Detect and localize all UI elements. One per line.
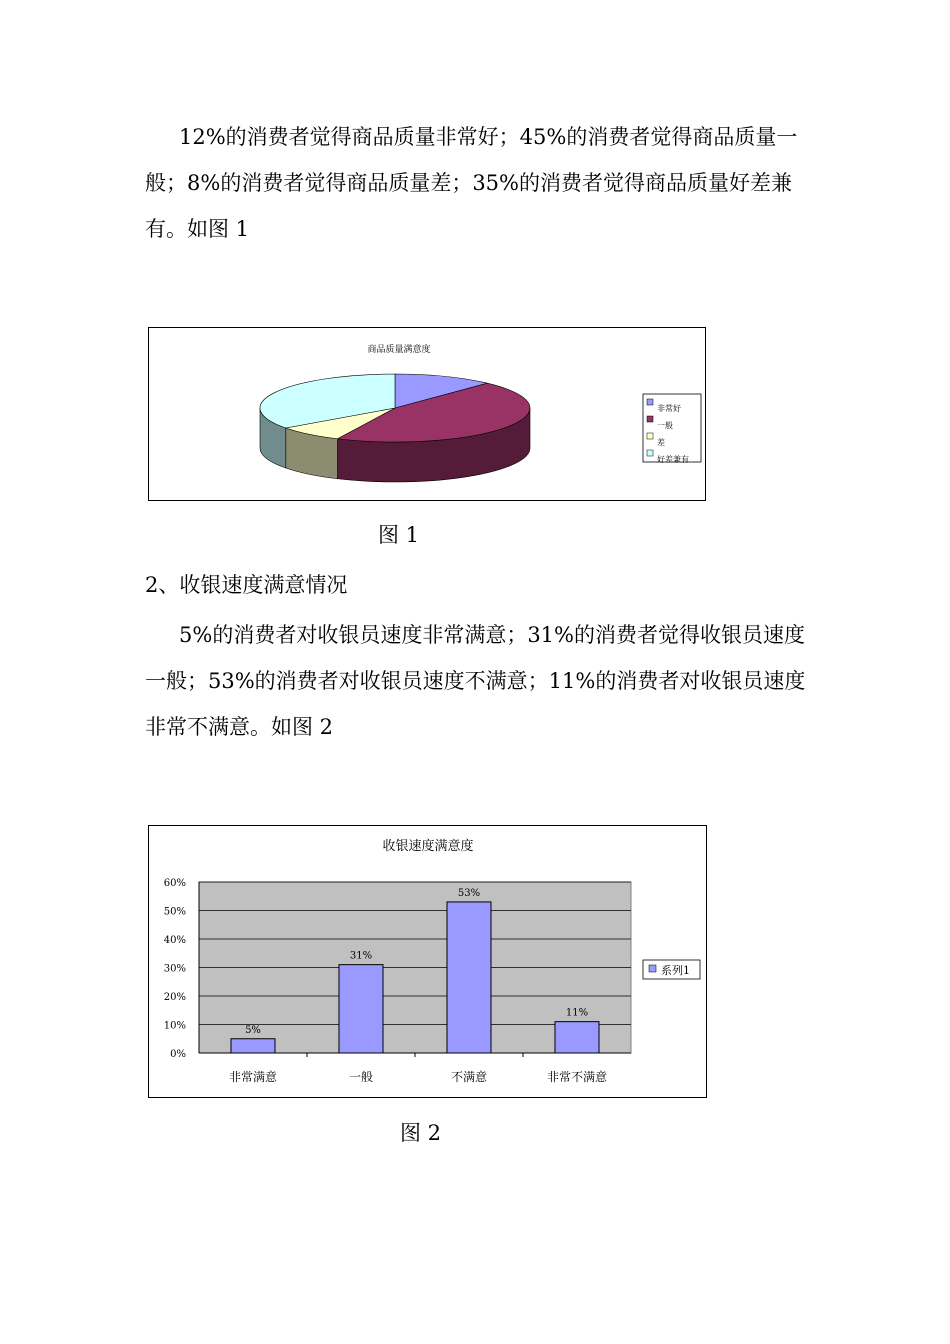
figure1-caption: 图 1 — [378, 523, 420, 547]
bar-legend-swatch — [649, 965, 656, 972]
bar-chart-frame — [148, 825, 707, 1098]
bar-x-tick-label: 不满意 — [450, 1070, 488, 1084]
bar-x-tick-label: 一般 — [348, 1070, 374, 1084]
pie-chart — [149, 328, 705, 500]
bar-y-tick-label: 40% — [163, 935, 186, 946]
paragraph-quality — [145, 114, 815, 252]
pie-legend-swatch — [647, 433, 653, 439]
paragraph-quality-text: 12%的消费者觉得商品质量非常好；45%的消费者觉得商品质量一般；8%的消费者觉得商品质量差；35%的消费者觉得商品质量好差兼有。如图 1 — [145, 125, 798, 241]
bar-chart — [149, 826, 706, 1097]
bar-chart-title: 收银速度满意度 — [382, 839, 474, 854]
bar-y-tick-label: 30% — [163, 963, 186, 975]
bar-data-label: 5% — [245, 1024, 261, 1036]
bar — [231, 1039, 275, 1053]
pie-chart-title: 商品质量满意度 — [367, 345, 431, 355]
bar — [447, 902, 491, 1053]
paragraph-speed-text: 5%的消费者对收银员速度非常满意；31%的消费者觉得收银员速度一般；53%的消费者对收银员速度不满意；11%的消费者对收银员速度非常不满意。如图 2 — [145, 623, 806, 739]
pie-legend-label: 一般 — [657, 421, 673, 430]
section-heading-checkout-speed: 2、收银速度满意情况 — [145, 573, 348, 597]
bar-y-tick-label: 20% — [163, 992, 186, 1003]
bar-legend-label: 系列1 — [661, 964, 690, 977]
pie-legend-swatch — [647, 416, 653, 422]
paragraph-speed — [145, 612, 815, 750]
bar-data-label: 11% — [565, 1007, 589, 1019]
bar-x-tick-label: 非常满意 — [228, 1070, 278, 1084]
pie-legend-label: 非常好 — [657, 404, 681, 413]
pie-legend-label: 好差兼有 — [657, 455, 689, 464]
bar — [555, 1022, 599, 1053]
bar-y-tick-label: 50% — [163, 906, 186, 918]
pie-legend-label: 差 — [657, 438, 665, 447]
pie-legend-swatch — [647, 450, 653, 456]
bar-y-tick-label: 0% — [170, 1049, 186, 1060]
bar-y-tick-label: 10% — [163, 1020, 186, 1032]
figure2-caption: 图 2 — [400, 1121, 442, 1145]
bar-data-label: 53% — [457, 887, 481, 899]
pie-legend-swatch — [647, 399, 653, 405]
pie-chart-frame — [148, 327, 706, 501]
bar-y-tick-label: 60% — [163, 878, 186, 889]
bar — [339, 965, 383, 1053]
bar-data-label: 31% — [349, 950, 373, 962]
bar-x-tick-label: 非常不满意 — [546, 1070, 608, 1084]
